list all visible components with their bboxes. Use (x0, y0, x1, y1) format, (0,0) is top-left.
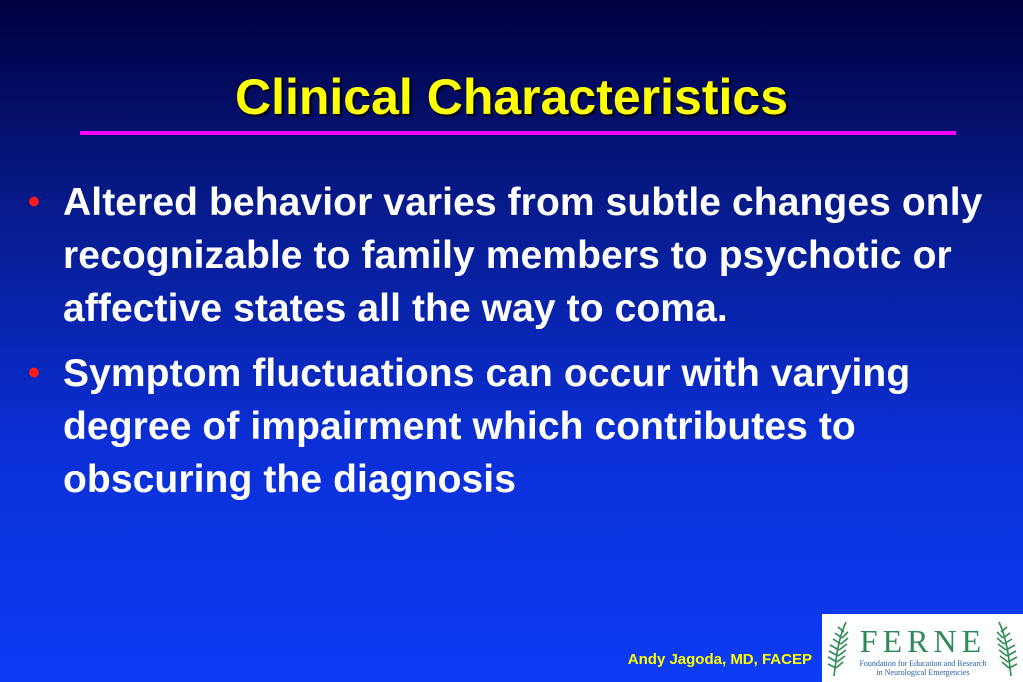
bullet-marker: • (28, 354, 40, 392)
bullet-text: Symptom fluctuations can occur with varying degree of impairment which contributes to obscuring the diagnosis (63, 352, 911, 501)
fern-leaf-icon (997, 622, 1017, 676)
title-underline (80, 131, 956, 135)
logo-graphic (822, 614, 1023, 682)
fern-leaf-icon (828, 622, 848, 676)
ferne-logo (822, 614, 1023, 682)
list-item (28, 347, 1018, 506)
slide-title: Clinical Characteristics (234, 69, 789, 125)
bullet-marker: • (28, 183, 40, 221)
logo-wordmark: FERNE (859, 623, 987, 659)
logo-subtitle-line2: in Neurological Emergencies (876, 668, 970, 677)
bullet-text: Altered behavior varies from subtle changes only recognizable to family members to psychotic or affective states all the way to coma. (63, 181, 983, 330)
list-item (28, 176, 1018, 335)
footer-author: Andy Jagoda, MD, FACEP (627, 651, 812, 668)
bullet-list (28, 176, 1018, 518)
logo-subtitle-line1: Foundation for Education and Research (859, 659, 987, 668)
